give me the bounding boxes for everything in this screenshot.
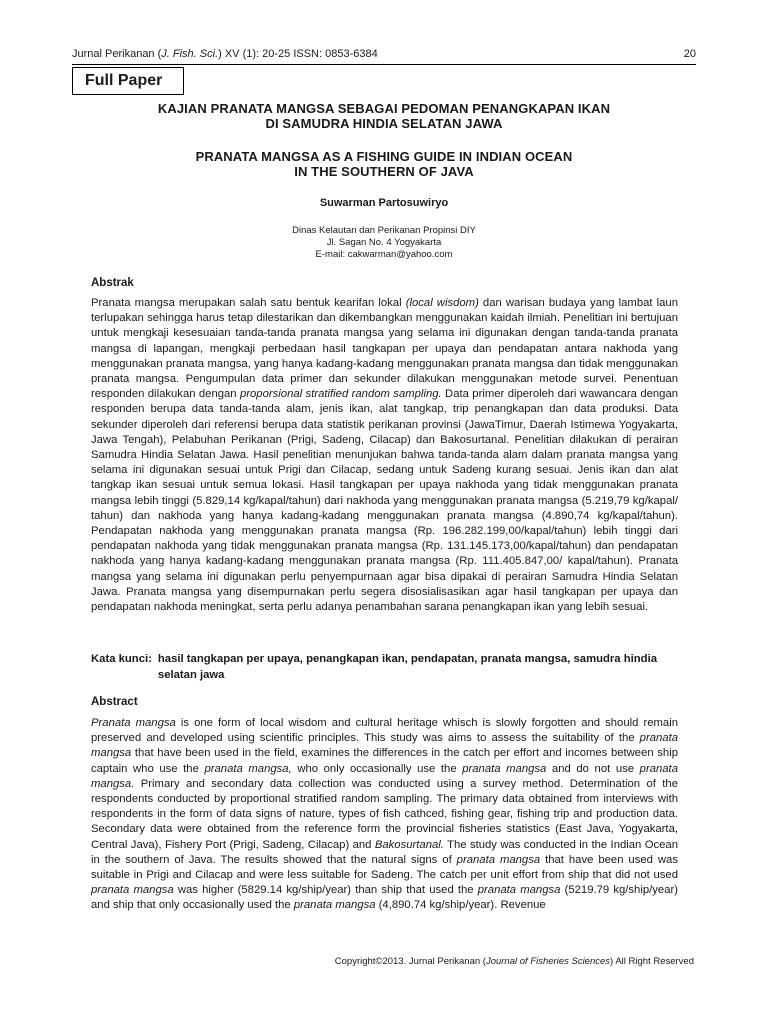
affiliation-address: Jl. Sagan No. 4 Yogyakarta: [326, 237, 442, 248]
title-english: [80, 149, 688, 179]
title-id-line-2: DI SAMUDRA HINDIA SELATAN JAWA: [265, 116, 503, 131]
copyright-footer: Copyright©2013. Jurnal Perikanan (Journal of Fisheries Sciences) All Right Reserved: [334, 956, 694, 967]
affiliation-institution: Dinas Kelautan dan Perikanan Propinsi DIY: [292, 225, 476, 236]
title-en-line-2: IN THE SOUTHERN OF JAVA: [294, 164, 474, 179]
keywords: [91, 651, 691, 683]
abstrak-paragraph: Pranata mangsa merupakan salah satu bentuk kearifan lokal (local wisdom) dan warisan budaya yang lambat laun terlupakan sehingga harus tetap dilestarikan dan dikembangkan menggunakan kaidah ilmiah. Penelitian ini bertujuan untuk mengkaji kesesuaian tanda-tanda pranata mangsa yang selama ini digunakan dengan tanda-tanda pranata mangsa di lapangan, mengkaji perbedaan hasil tangkapan per upaya dan pendapatan antara nakhoda yang menggunakan pranata mangsa, yang hanya kadang-kadang menggunakan pranata mangsa dan tidak menggunakan pranata mangsa. Pengumpulan data primer dan sekunder dilakukan menggunakan metode survei. Penentuan responden dilakukan dengan proporsional stratified random sampling. Data primer diperoleh dari wawancara dengan responden berupa data tanda-tanda alam, jenis ikan, alat tangkap, trip penangkapan dan data produksi. Data sekunder diperoleh dari referensi berupa data statistik perikanan provinsi (JawaTimur, Daerah Istimewa Yogyakarta, Jawa Tengah), Pelabuhan Perikanan (Prigi, Sadeng, Cilacap) dan Bakosurtanal. Penelitian dilakukan di perairan Samudra Hindia Selatan Jawa. Hasil penelitian menunjukan bahwa tanda-tanda alam dalam pranata mangsa yang selama ini digunakan sesuai untuk Prigi dan Cilacap, sedang untuk Sadeng kurang sesuai. Jenis ikan dan alat tangkap ikan sesuai untuk semua lokasi. Hasil tangkapan per upaya nakhoda yang tidak menggunakan pranata mangsa lebih tinggi (5.829,14 kg/kapal/tahun) dari nakhoda yang menggunakan pranata mangsa (5.219,79 kg/kapal/ tahun) dan nakhoda yang hanya kadang-kadang menggunakan pranata mangsa (4.890,74 kg/kapal/tahun). Pendapatan nakhoda yang menggunakan pranata mangsa (Rp. 196.282.199,00/kapal/tahun) lebih tinggi dari pendapatan nakhoda yang tidak menggunakan pranata mangsa (Rp. 131.145.173,00/kapal/tahun) dan pendapatan nakhoda yang hanya kadang-kadang menggunakan pranata mangsa (Rp. 111.405.847,00/ kapal/tahun). Pranata mangsa yang selama ini digunakan perlu penyempurnaan agar bisa dipakai di perairan Samudra Hindia Selatan Jawa. Pranata mangsa yang disempurnakan perlu segera disosialisasikan agar hasil tangkapan per upaya dan pendapatan nakhoda meningkat, serta perlu adanya penambahan sarana penangkapan ikan yang lebih sesuai.: [91, 297, 679, 614]
author-name: Suwarman Partosuwiryo: [319, 197, 449, 209]
journal-citation: Jurnal Perikanan (J. Fish. Sci.) XV (1): 20-25 ISSN: 0853-6384: [72, 48, 378, 60]
title-id-line-1: KAJIAN PRANATA MANGSA SEBAGAI PEDOMAN PENANGKAPAN IKAN: [157, 101, 611, 116]
title-indonesian: [80, 101, 688, 131]
abstrak-heading: Abstrak: [91, 277, 134, 289]
author-affiliation: [0, 225, 768, 261]
running-header: [72, 48, 696, 60]
header-rule: [72, 64, 696, 65]
keywords-label: Kata kunci:: [91, 653, 152, 665]
abstract-heading: Abstract: [91, 696, 138, 708]
page-number: 20: [683, 48, 696, 60]
keywords-text: hasil tangkapan per upaya, penangkapan ikan, pendapatan, pranata mangsa, samudra hindia selatan jawa: [157, 653, 657, 681]
affiliation-email: E-mail: cakwarman@yahoo.com: [315, 249, 453, 260]
title-en-line-1: PRANATA MANGSA AS A FISHING GUIDE IN INDIAN OCEAN: [195, 149, 573, 164]
abstract-paragraph: Pranata mangsa is one form of local wisdom and cultural heritage whisch is slowly forgotten and should remain preserved and developed using scientific principles. This study was aims to assess the suitability of the pranata mangsa that have been used in the field, examines the differences in the catch per effort and incomes between ship captain who use the pranata mangsa, who only occasionally use the pranata mangsa and do not use pranata mangsa. Primary and secondary data collection was conducted using a survey method. Determination of the respondents conducted by proportional stratified random sampling. The primary data obtained from interviews with respondents in the form of data signs of nature, types of fish cathced, fishing gear, fishing trip and production data. Secondary data were obtained from the reference form the provincial fisheries statistics (East Java, Yogyakarta, Central Java), Fishery Port (Prigi, Sadeng, Cilacap) and Bakosurtanal. The study was conducted in the Indian Ocean in the southern of Java. The results showed that the natural signs of pranata mangsa that have been used was suitable in Prigi and Cilacap and were less suitable for Sadeng. The catch per unit effort from ship that did not used pranata mangsa was higher (5829.14 kg/ship/year) than ship that used the pranata mangsa (5219.79 kg/ship/year) and ship that only occasionally used the pranata mangsa (4,890.74 kg/ship/year). Revenue: [91, 717, 679, 912]
paper-type-badge: Full Paper: [72, 67, 184, 95]
